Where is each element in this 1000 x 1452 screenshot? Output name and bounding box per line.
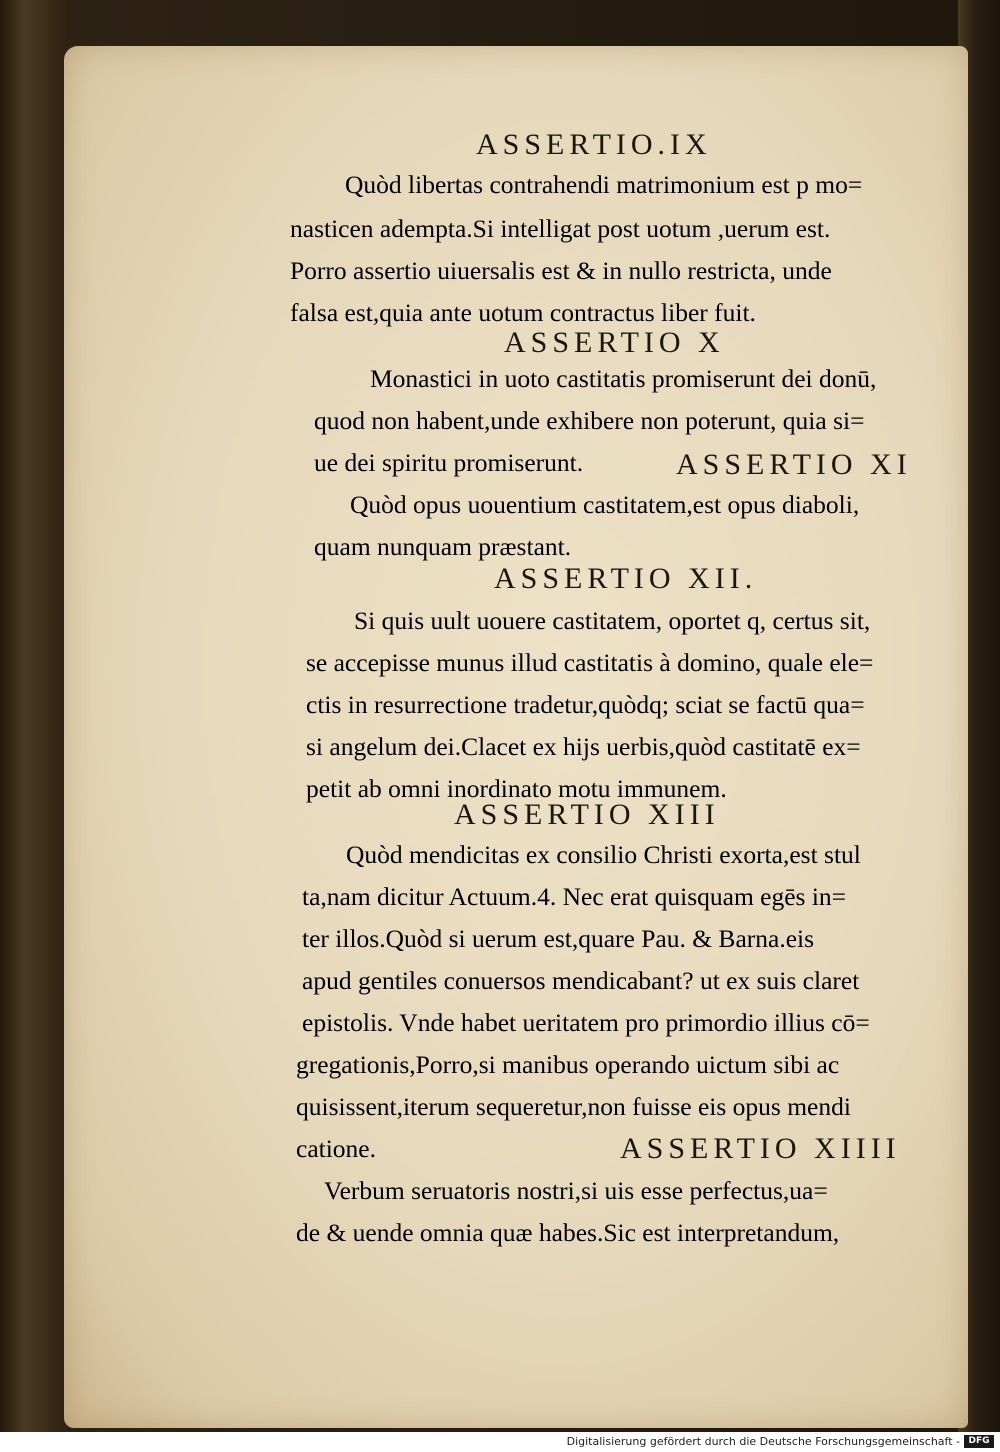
text-line: Quòd libertas contrahendi matrimonium est p mo=	[345, 170, 863, 199]
text-line: Monastici in uoto castitatis promiserunt dei donū,	[370, 364, 877, 393]
text-line: Verbum seruatoris nostri,si uis esse perfectus,ua=	[324, 1176, 828, 1205]
text-line: Porro assertio uiuersalis est & in nullo restricta, unde	[290, 256, 832, 285]
digitization-footer	[0, 1432, 1000, 1452]
text-line: falsa est,quia ante uotum contractus liber fuit.	[290, 298, 756, 327]
text-line: ue dei spiritu promiserunt.	[314, 448, 584, 477]
text-line: se accepisse munus illud castitatis à domino, quale ele=	[306, 648, 874, 677]
text-line: quisissent,iterum sequeretur,non fuisse eis opus mendi	[296, 1092, 851, 1121]
text-line: ctis in resurrectione tradetur,quòdq; sciat se factū qua=	[306, 690, 865, 719]
heading-assertio-9: ASSERTIO.IX	[476, 128, 712, 161]
text-line: apud gentiles conuersos mendicabant? ut ex suis claret	[302, 966, 860, 995]
text-line: si angelum dei.Clacet ex hijs uerbis,quòd castitatē ex=	[306, 732, 861, 761]
text-line: Quòd opus uouentium castitatem,est opus diaboli,	[350, 490, 860, 519]
text-line: Si quis uult uouere castitatem, oportet q, certus sit,	[354, 606, 871, 635]
funding-notice: Digitalisierung gefördert durch die Deutsche Forschungsgemeinschaft -	[566, 1435, 960, 1448]
text-line: quam nunquam præstant.	[314, 532, 572, 561]
text-line: ter illos.Quòd si uerum est,quare Pau. & Barna.eis	[302, 924, 815, 953]
text-line: de & uende omnia quæ habes.Sic est interpretandum,	[296, 1218, 840, 1247]
heading-assertio-10: ASSERTIO X	[504, 326, 725, 359]
text-line: Quòd mendicitas ex consilio Christi exorta,est stul	[346, 840, 861, 869]
heading-assertio-14: ASSERTIO XIIII	[620, 1132, 901, 1165]
heading-assertio-13: ASSERTIO XIII	[454, 798, 720, 831]
text-line: petit ab omni inordinato motu immunem.	[306, 774, 727, 803]
text-line: quod non habent,unde exhibere non poterunt, quia si=	[314, 406, 865, 435]
text-line: catione.	[296, 1134, 376, 1163]
paper-page	[64, 46, 968, 1428]
book-binding-left	[0, 0, 70, 1432]
heading-assertio-12: ASSERTIO XII.	[494, 562, 758, 595]
text-line: gregationis,Porro,si manibus operando uictum sibi ac	[296, 1050, 840, 1079]
text-line: nasticen adempta.Si intelligat post uotum ,uerum est.	[290, 214, 831, 243]
heading-assertio-11: ASSERTIO XI	[676, 448, 912, 481]
text-line: ta,nam dicitur Actuum.4. Nec erat quisquam egēs in=	[302, 882, 847, 911]
dfg-logo: DFG	[964, 1435, 994, 1448]
text-line: epistolis. Vnde habet ueritatem pro primordio illius cō=	[302, 1008, 870, 1037]
